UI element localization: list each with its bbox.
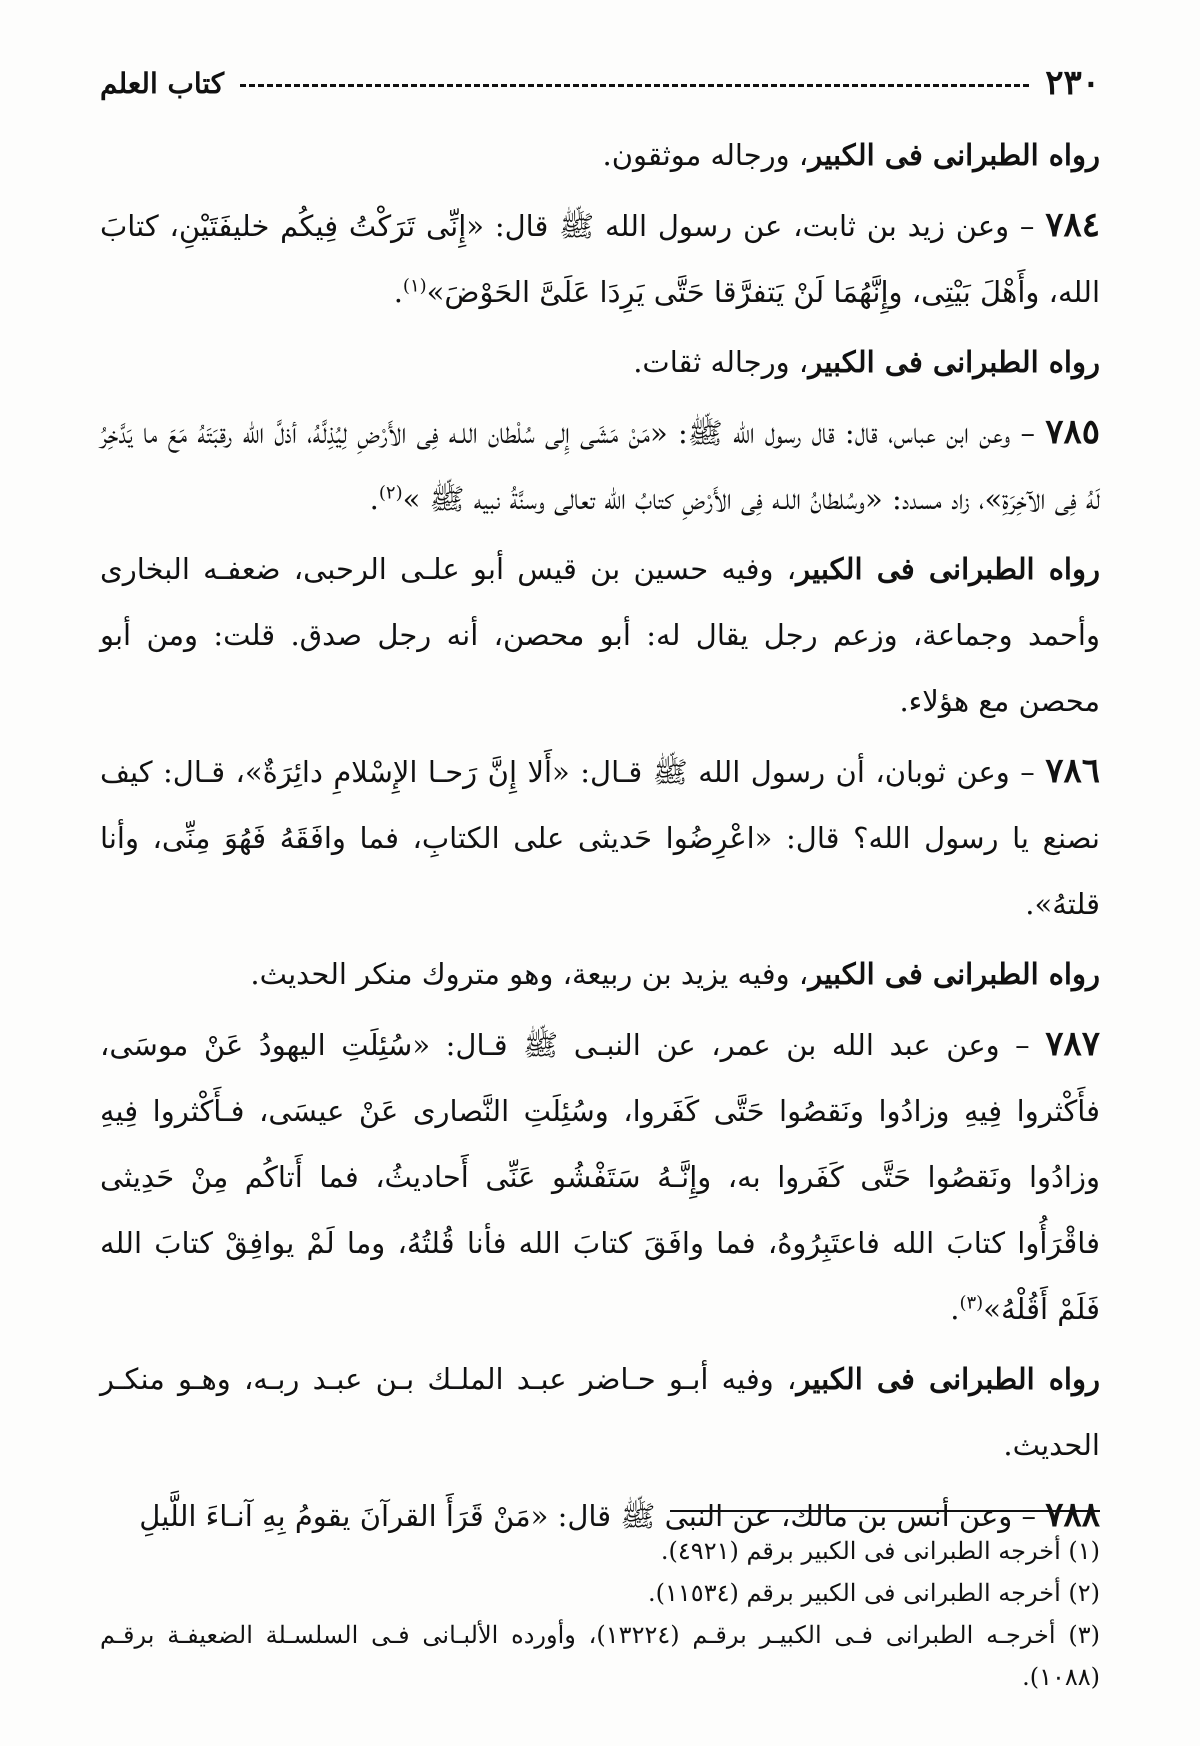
hadith-paragraph [100, 192, 1100, 325]
page-number: ٢٣٠ [1045, 63, 1100, 103]
hadith-text: – وعن ثوبان، أن رسول الله ﷺ قـال: «أَلا إِنَّ رَحـا الإِسْلامِ دائِرَةٌ»، قـال: كيف نصنع يا رسول الله؟ قال: «اعْرِضُوا حَديثى على الكتابِ، فما وافَقَهُ فَهُوَ مِنِّى، وأنا قلتهُ». [100, 755, 1100, 921]
footnote-reference: (٢) [378, 482, 403, 504]
source-note [100, 536, 1100, 734]
source-lead: رواه الطبرانى فى الكبير [796, 1362, 1101, 1396]
main-text [100, 118, 1100, 1549]
footnote-item: (١) أخرجه الطبرانى فى الكبير برقم (٤٩٢١). [660, 1537, 1100, 1565]
source-lead: رواه الطبرانى فى الكبير [796, 552, 1100, 586]
hadith-text: – وعن أنس بن مالك، عن النبى ﷺ قال: «مَنْ قَرَأَ القرآنَ يقومُ بِهِ آنـاءَ اللَّيلِ [139, 1499, 1046, 1533]
hadith-number: ٧٨٧ [1045, 1024, 1100, 1064]
footnote-reference: (١) [402, 275, 427, 297]
source-lead: رواه الطبرانى فى الكبير [808, 957, 1100, 991]
hadith-end: . [393, 275, 403, 309]
source-note [100, 941, 1100, 1007]
hadith-text: – وعن زيد بن ثابت، عن رسول الله ﷺ قال: «إِنِّى تَرَكْتُ فِيكُم خليفَتَيْنِ، كتابَ الله، وأَهْلَ بَيْتِى، وإِنَّهُمَا لَنْ يَتفرَّقا حَتَّى يَرِدَا عَلَىَّ الحَوْضَ» [100, 209, 1100, 309]
footnote-divider [670, 1510, 1100, 1512]
running-title: كتاب العلم [100, 66, 225, 100]
hadith-end: . [369, 482, 379, 516]
source-rest: ، وفيه حسين بن قيس أبو علـى الرحبى، ضعفـه البخارى وأحمد وجماعة، وزعم رجل يقال له: أبو محصن، أنه رجل صدق. قلت: ومن أبو محصن مع هؤلاء. [100, 552, 1100, 718]
source-note [100, 329, 1100, 395]
source-rest: ، وفيه يزيد بن ربيعة، وهو متروك منكر الحديث. [250, 957, 809, 991]
hadith-paragraph [100, 399, 1100, 532]
hadith-number: ٧٨٦ [1045, 751, 1100, 791]
source-note [100, 1346, 1100, 1478]
page-header [100, 58, 1100, 108]
footnote-item: (٣) أخرجـه الطبرانى فـى الكبيـر برقـم (١٣٢٢٤)، وأورده الألبـانى فـى السلسـلة الضعيفـة برقـم (١٠٨٨). [100, 1621, 1100, 1691]
footnote-reference: (٣) [959, 1292, 984, 1314]
footnotes-section [100, 1510, 1100, 1698]
source-rest: ، ورجاله موثقون. [602, 138, 809, 172]
header-rule [240, 84, 1029, 87]
hadith-paragraph [100, 1011, 1100, 1342]
source-note [100, 122, 1100, 188]
hadith-number: ٧٨٤ [1045, 205, 1100, 245]
hadith-number: ٧٨٥ [1045, 412, 1100, 452]
hadith-text: – وعن ابن عباس، قال: قال رسول الله ﷺ: «مَنْ مَشَى إِلى سُلْطان اللـه فِى الأَرْضِ لِيُذِلَّهُ، أذلَّ الله رقبَتَهُ مَعَ ما يَدَّخِرُ لَهُ فِى الآخِرَةِ»، زاد مسدد: «وسُلطانُ اللـه فِى الأَرْضِ كتابُ الله تعالى وسنَّةُ نبيه ﷺ » [100, 416, 1100, 516]
hadith-paragraph [100, 738, 1100, 937]
footnote-item: (٢) أخرجه الطبرانى فى الكبير برقم (١١٥٣٤). [648, 1579, 1100, 1607]
hadith-text: – وعن عبد الله بن عمر، عن النبـى ﷺ قـال: «سُئِلَتِ اليهودُ عَنْ موسَى، فأَكْثروا فِيهِ وزادُوا ونَقصُوا حَتَّى كَفَروا، وسُئِلَتِ النَّصارى عَنْ عيسَى، فـأَكْثروا فِيهِ وزادُوا ونَقصُوا حَتَّى كَفَروا به، وإِنَّـهُ سَتَفْشُو عَنِّى أَحاديثُ، فما أَتاكُم مِنْ حَدِيثى فاقْرَأُوا كتابَ الله فاعتَبِرُوهُ، فما وافَقَ كتابَ الله فأنا قُلتُهُ، وما لَمْ يوافِقْ كتابَ الله فَلَمْ أَقُلْهُ» [100, 1028, 1100, 1326]
hadith-number: ٧٨٨ [1045, 1495, 1100, 1535]
source-lead: رواه الطبرانى فى الكبير [808, 345, 1100, 379]
source-rest: ، وفيه أبـو حـاضر عبـد الملـك بـن عبـد ربـه، وهـو منكـر الحديث. [100, 1362, 1100, 1462]
source-rest: ، ورجاله ثقات. [633, 345, 809, 379]
hadith-end: . [950, 1292, 960, 1326]
source-lead: رواه الطبرانى فى الكبير [808, 138, 1100, 172]
